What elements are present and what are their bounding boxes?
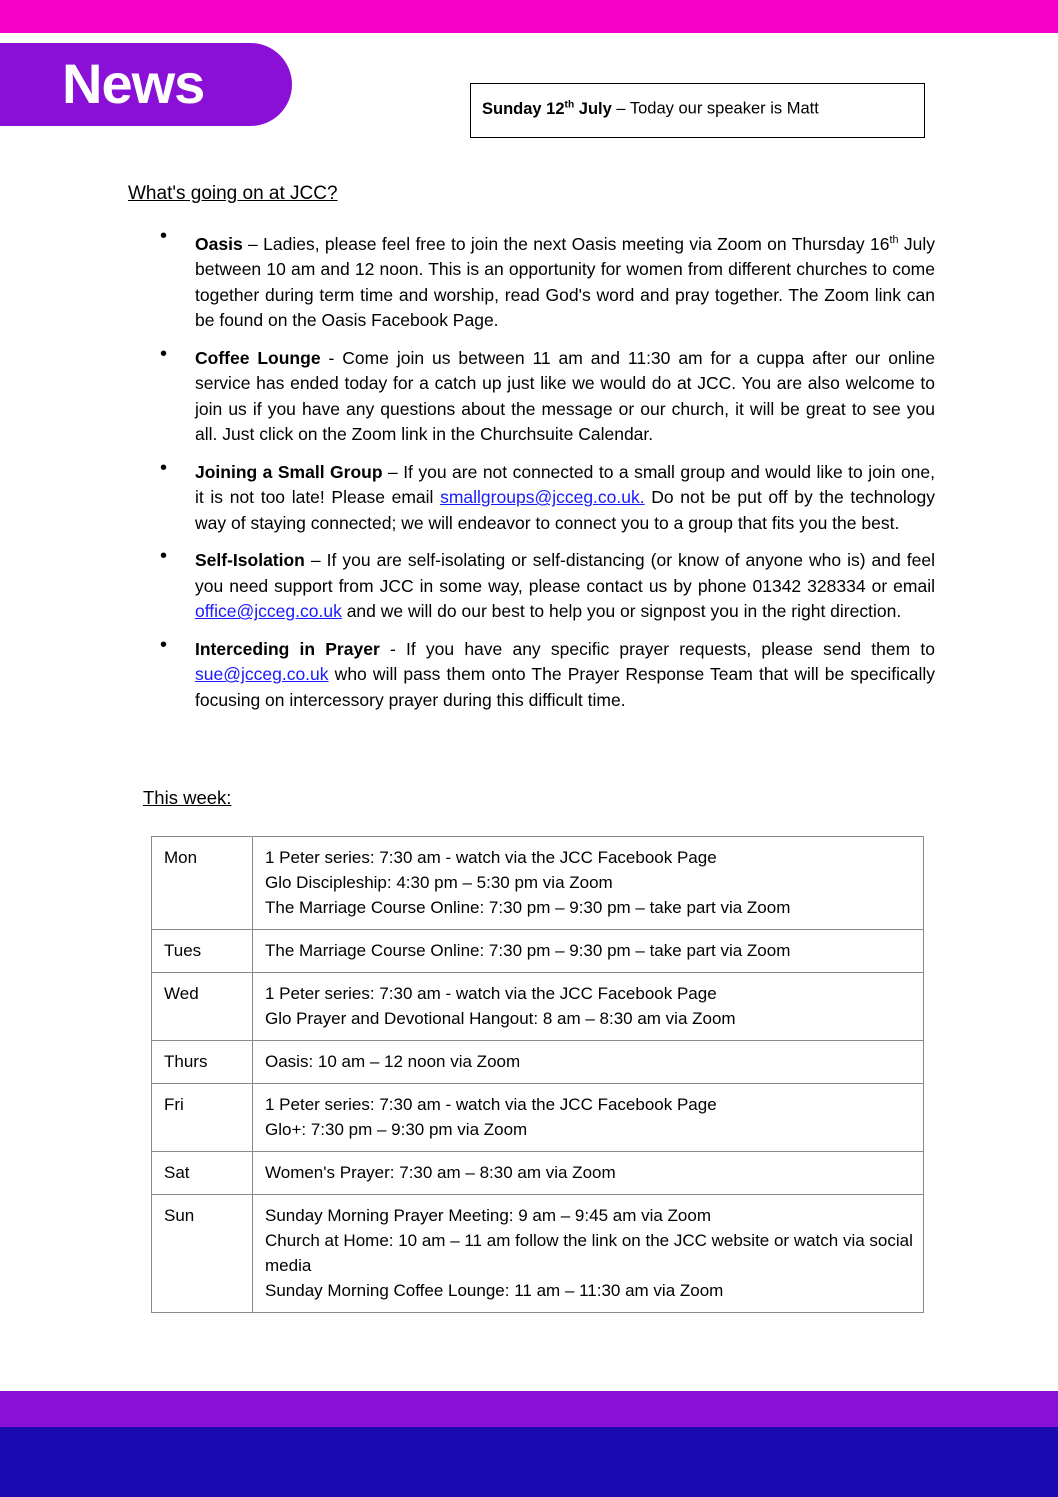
table-row xyxy=(152,837,924,930)
event-line: Church at Home: 10 am – 11 am follow the link on the JCC website or watch via social media xyxy=(265,1231,913,1275)
event-line: 1 Peter series: 7:30 am - watch via the JCC Facebook Page xyxy=(265,1095,717,1114)
top-banner-bar xyxy=(0,0,1058,33)
table-row xyxy=(152,973,924,1041)
event-line: Women's Prayer: 7:30 am – 8:30 am via Zoom xyxy=(265,1163,616,1182)
bullet-title: Coffee Lounge xyxy=(195,347,321,368)
speaker-date-suffix: th xyxy=(564,99,575,110)
table-cell-day: Sat xyxy=(152,1152,253,1195)
bullet-title: Oasis xyxy=(195,233,243,254)
bullet-title: Self-Isolation xyxy=(195,550,305,571)
event-line: Sunday Morning Prayer Meeting: 9 am – 9:45 am via Zoom xyxy=(265,1206,711,1225)
table-cell-day: Mon xyxy=(152,837,253,930)
news-title: News xyxy=(62,52,205,115)
whats-on-heading: What's going on at JCC? xyxy=(128,183,338,204)
bullet-body-2: July between 10 am and 12 noon. This is an opportunity for women from different churches to come together during term time and worship, read God's word and pray together. The Zoom link can be found on the Oasis Facebook Page. xyxy=(195,233,935,331)
table-row xyxy=(152,1084,924,1152)
list-item xyxy=(155,548,935,625)
event-line: The Marriage Course Online: 7:30 pm – 9:30 pm – take part via Zoom xyxy=(265,898,791,917)
table-cell-day: Tues xyxy=(152,930,253,973)
list-item xyxy=(155,460,935,537)
event-line: The Marriage Course Online: 7:30 pm – 9:30 pm – take part via Zoom xyxy=(265,941,791,960)
bullet-body: - Come join us between 11 am and 11:30 am for a cuppa after our online service has ended today for a catch up just like we would do at JCC. You are also welcome to join us if you have any questions about the message or our church, it will be great to see you all. Just click on the Zoom link in the Churchsuite Calendar. xyxy=(195,347,935,445)
bullet-body: – If you are self-isolating or self-distancing (or know of anyone who is) and feel you need support from JCC in some way, please contact us by phone 01342 328334 or email xyxy=(195,550,935,596)
office-email-link[interactable]: office@jcceg.co.uk xyxy=(195,601,342,622)
footer-purple-bar xyxy=(0,1391,1058,1427)
speaker-announcement-text xyxy=(482,95,914,119)
event-line: Oasis: 10 am – 12 noon via Zoom xyxy=(265,1052,521,1071)
smallgroups-email-link[interactable]: smallgroups@jcceg.co.uk. xyxy=(440,487,645,508)
event-line: 1 Peter series: 7:30 am - watch via the JCC Facebook Page xyxy=(265,984,717,1003)
table-row xyxy=(152,1152,924,1195)
list-item xyxy=(155,637,935,714)
table-row xyxy=(152,930,924,973)
table-cell-events xyxy=(253,837,924,930)
sue-email-link[interactable]: sue@jcceg.co.uk xyxy=(195,664,329,685)
table-cell-events xyxy=(253,1152,924,1195)
this-week-heading: This week: xyxy=(143,787,232,808)
table-row xyxy=(152,1195,924,1313)
event-line: Glo Discipleship: 4:30 pm – 5:30 pm via Zoom xyxy=(265,873,613,892)
table-row xyxy=(152,1041,924,1084)
list-item xyxy=(155,346,935,448)
table-cell-events xyxy=(253,1041,924,1084)
bullet-title: Interceding in Prayer xyxy=(195,638,380,659)
bullet-body-2: Do not be put off by the technology way of staying connected; we will endeavor to connect you to a group that fits you the best. xyxy=(195,487,936,533)
event-line: 1 Peter series: 7:30 am - watch via the JCC Facebook Page xyxy=(265,848,717,867)
table-cell-events xyxy=(253,1084,924,1152)
bullet-superscript: th xyxy=(889,234,899,246)
announcements-list xyxy=(155,228,935,725)
event-line: Glo Prayer and Devotional Hangout: 8 am – 8:30 am via Zoom xyxy=(265,1009,736,1028)
bullet-body-2: who will pass them onto The Prayer Response Team that will be specifically focusing on intercessory prayer during this difficult time. xyxy=(195,664,935,710)
speaker-rest: – Today our speaker is Matt xyxy=(611,99,819,118)
speaker-announcement-box xyxy=(470,83,925,138)
bullet-body: - If you have any specific prayer requests, please send them to xyxy=(379,638,936,659)
bullet-title: Joining a Small Group xyxy=(195,461,383,482)
bullet-body-2: and we will do our best to help you or signpost you in the right direction. xyxy=(341,601,902,622)
event-line: Glo+: 7:30 pm – 9:30 pm via Zoom xyxy=(265,1120,528,1139)
footer-blue-bar xyxy=(0,1427,1058,1497)
news-masthead-pill xyxy=(0,43,292,126)
bullet-body: – Ladies, please feel free to join the next Oasis meeting via Zoom on Thursday 16 xyxy=(242,233,890,254)
list-item xyxy=(155,228,935,334)
table-cell-day: Wed xyxy=(152,973,253,1041)
table-cell-events xyxy=(253,973,924,1041)
table-cell-day: Thurs xyxy=(152,1041,253,1084)
speaker-month: July xyxy=(578,99,612,118)
bullet-body: – If you are not connected to a small group and would like to join one, it is not too late! Please email xyxy=(195,461,936,508)
table-cell-day: Fri xyxy=(152,1084,253,1152)
speaker-date: Sunday 12 xyxy=(482,99,565,118)
weekly-schedule-table xyxy=(151,836,924,1313)
table-cell-events xyxy=(253,1195,924,1313)
event-line: Sunday Morning Coffee Lounge: 11 am – 11:30 am via Zoom xyxy=(265,1281,724,1300)
table-cell-day: Sun xyxy=(152,1195,253,1313)
table-cell-events xyxy=(253,930,924,973)
